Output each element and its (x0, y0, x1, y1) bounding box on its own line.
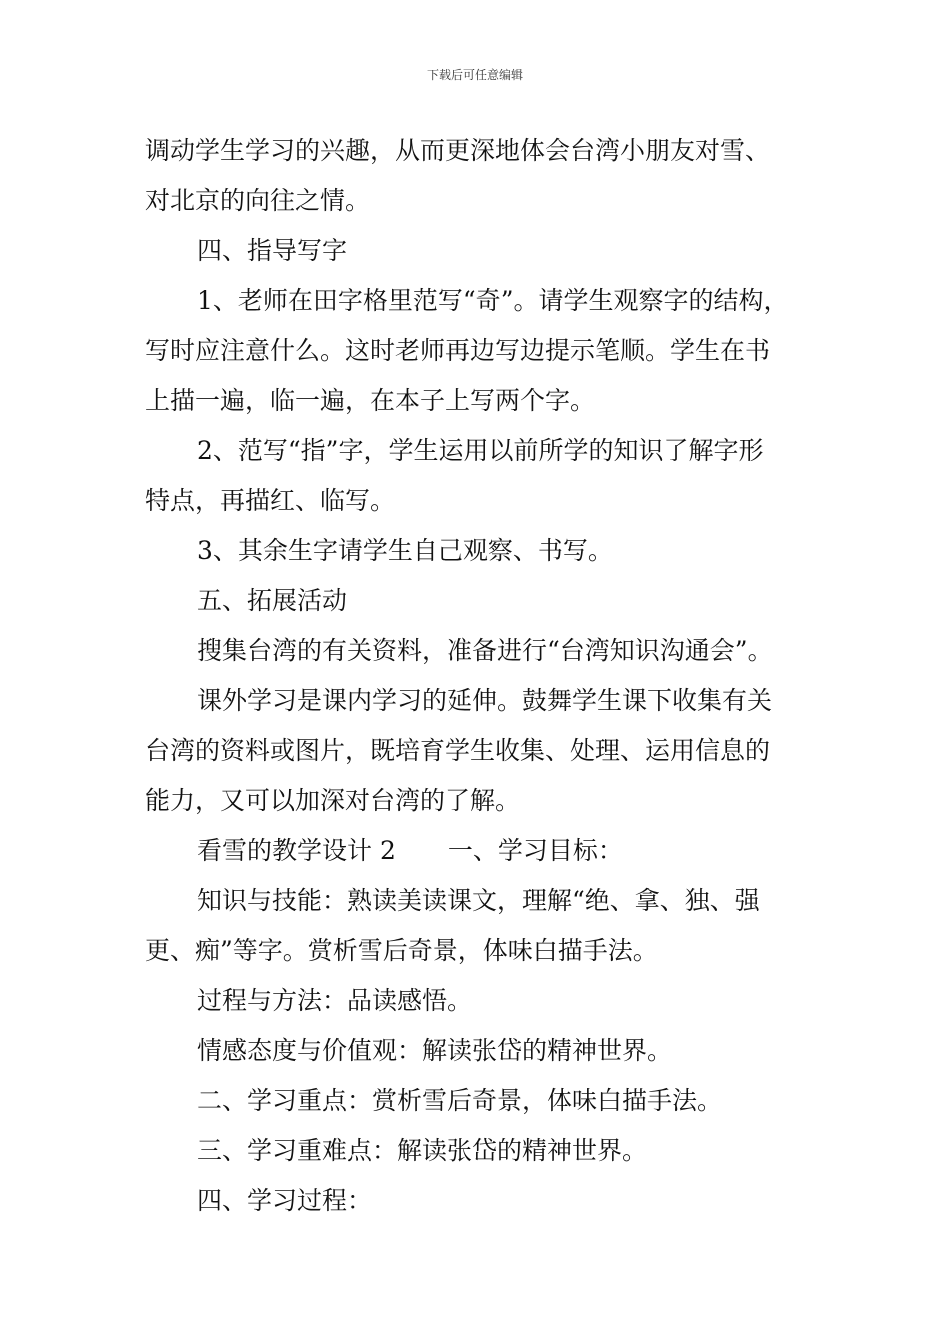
text-line: 三、学习重难点：解读张岱的精神世界。 (197, 1136, 648, 1165)
text-line: 四、学习过程： (197, 1186, 373, 1215)
text-line: 搜集台湾的有关资料，准备进行“台湾知识沟通会”。 (197, 636, 773, 665)
text-line: 更、痴”等字。赏析雪后奇景，体味白描手法。 (145, 936, 658, 965)
text-line: 对北京的向往之情。 (145, 186, 371, 215)
text-line: 1、老师在田字格里范写“奇”。请学生观察字的结构， (197, 286, 789, 315)
text-line: 3、其余生字请学生自己观察、书写。 (197, 536, 613, 565)
section-subtitle: 一、学习目标： (447, 836, 623, 865)
document-body (145, 126, 810, 1226)
text-line: 能力，又可以加深对台湾的了解。 (145, 786, 521, 815)
page-header: 下载后可任意编辑 (426, 68, 523, 82)
text-line: 情感态度与价值观：解读张岱的精神世界。 (197, 1036, 673, 1065)
text-line: 课外学习是课内学习的延伸。鼓舞学生课下收集有关 (197, 686, 773, 715)
text-line: 调动学生学习的兴趣，从而更深地体会台湾小朋友对雪、 (145, 136, 771, 165)
section-title: 看雪的教学设计 2 (197, 836, 396, 865)
text-line: 五、拓展活动 (197, 586, 348, 615)
text-line: 台湾的资料或图片，既培育学生收集、处理、运用信息的 (145, 736, 771, 765)
text-line: 上描一遍，临一遍，在本子上写两个字。 (145, 386, 596, 415)
text-line: 知识与技能：熟读美读课文，理解“绝、拿、独、强 (197, 886, 760, 915)
text-block-2 (145, 876, 810, 1226)
text-line: 二、学习重点：赏析雪后奇景，体味白描手法。 (197, 1086, 723, 1115)
text-line: 2、范写“指”字，学生运用以前所学的知识了解字形 (197, 436, 764, 465)
text-line: 特点，再描红、临写。 (145, 486, 396, 515)
section-heading (145, 826, 810, 876)
text-line: 过程与方法：品读感悟。 (197, 986, 473, 1015)
text-block-1 (145, 126, 810, 826)
text-line: 写时应注意什么。这时老师再边写边提示笔顺。学生在书 (145, 336, 771, 365)
text-line: 四、指导写字 (197, 236, 348, 265)
